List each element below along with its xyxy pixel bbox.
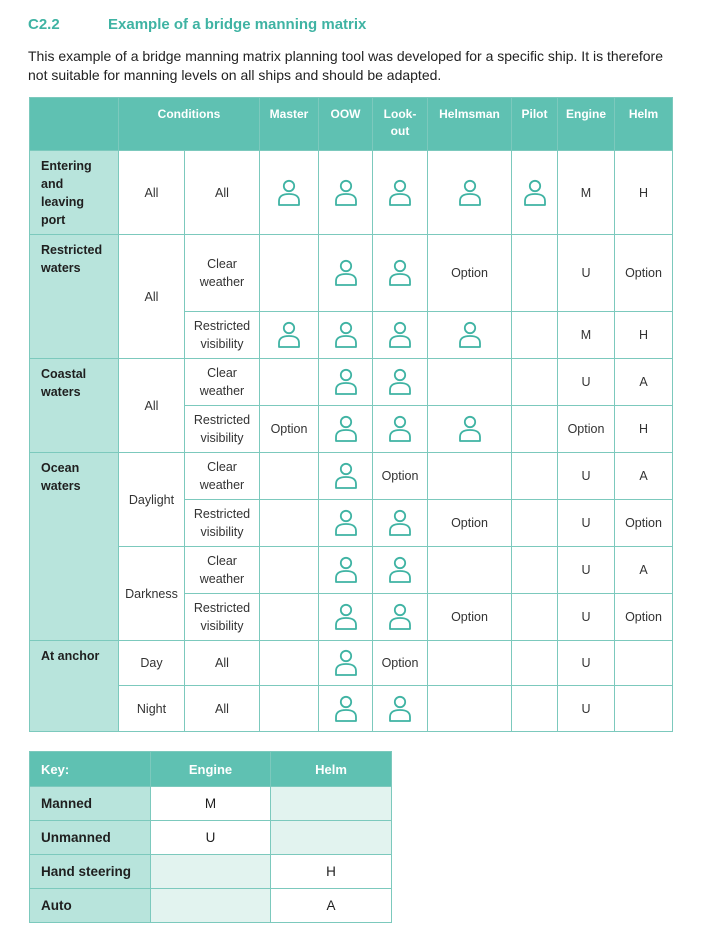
bridge-manning-matrix [29,97,673,732]
person-cell [373,235,428,312]
header-lookout: Look- out [373,98,428,151]
key-row-label: Hand steering [30,855,151,889]
person-icon [388,368,412,396]
group-entering-port: Entering and leaving port [30,151,119,235]
person-cell [319,359,373,406]
person-cell [319,453,373,500]
person-cell [319,151,373,235]
person-icon [334,179,358,207]
helmsman-value: Option [428,594,512,641]
key-helm-value [271,821,392,855]
empty-cell [615,641,673,686]
person-icon [334,259,358,287]
helm-value: A [615,453,673,500]
condition: Clear weather [185,547,260,594]
person-cell [373,500,428,547]
helm-value: Option [615,594,673,641]
key-header-label: Key: [30,752,151,787]
empty-cell [512,641,558,686]
person-icon [388,509,412,537]
header-engine: Engine [558,98,615,151]
person-icon [334,556,358,584]
engine-value: Option [558,406,615,453]
empty-cell [260,235,319,312]
engine-value: U [558,500,615,547]
helm-value: H [615,151,673,235]
person-icon [388,695,412,723]
group-at-anchor: At anchor [30,641,119,732]
header-blank [30,98,119,151]
person-icon [277,321,301,349]
person-icon [334,321,358,349]
person-cell [512,151,558,235]
person-cell [260,151,319,235]
key-row-label: Manned [30,787,151,821]
person-icon [388,556,412,584]
header-helm: Helm [615,98,673,151]
condition: Clear weather [185,235,260,312]
helm-value: H [615,312,673,359]
lookout-value: Option [373,641,428,686]
empty-cell [512,235,558,312]
key-engine-value: U [151,821,271,855]
condition: Restricted visibility [185,312,260,359]
engine-value: U [558,641,615,686]
sub-condition: All [119,359,185,453]
person-cell [319,500,373,547]
sub-condition: Darkness [119,547,185,641]
sub-condition: Day [119,641,185,686]
engine-value: U [558,594,615,641]
header-pilot: Pilot [512,98,558,151]
helmsman-value: Option [428,500,512,547]
empty-cell [428,453,512,500]
person-cell [319,406,373,453]
condition: Clear weather [185,453,260,500]
empty-cell [260,453,319,500]
condition: Restricted visibility [185,406,260,453]
sub-condition: Daylight [119,453,185,547]
helmsman-value: Option [428,235,512,312]
section-number: C2.2 [28,16,60,33]
person-icon [334,462,358,490]
empty-cell [260,686,319,732]
sub-condition: Night [119,686,185,732]
intro-paragraph: This example of a bridge manning matrix planning tool was developed for a specific ship. It is therefore not suitable for manning levels on all ships and should be adapted. [28,48,664,83]
person-cell [319,547,373,594]
group-restricted-waters: Restricted waters [30,235,119,359]
person-icon [388,179,412,207]
person-icon [388,415,412,443]
engine-value: M [558,151,615,235]
person-icon [334,649,358,677]
person-cell [428,151,512,235]
condition: All [185,151,260,235]
empty-cell [512,500,558,547]
person-cell [319,235,373,312]
engine-value: U [558,359,615,406]
empty-cell [260,547,319,594]
engine-value: U [558,547,615,594]
header-oow: OOW [319,98,373,151]
header-helmsman: Helmsman [428,98,512,151]
person-icon [334,695,358,723]
empty-cell [512,453,558,500]
engine-value: M [558,312,615,359]
header-master: Master [260,98,319,151]
key-header-helm: Helm [271,752,392,787]
empty-cell [260,641,319,686]
helm-value: A [615,547,673,594]
person-cell [319,686,373,732]
engine-value: U [558,453,615,500]
empty-cell [615,686,673,732]
condition: Restricted visibility [185,500,260,547]
person-icon [334,415,358,443]
person-icon [334,509,358,537]
person-cell [373,406,428,453]
key-engine-value: M [151,787,271,821]
person-icon [277,179,301,207]
empty-cell [260,500,319,547]
key-row-label: Auto [30,889,151,923]
person-icon [334,603,358,631]
group-ocean-waters: Ocean waters [30,453,119,641]
person-cell [319,594,373,641]
key-helm-value [271,787,392,821]
person-cell [373,312,428,359]
person-cell [428,312,512,359]
empty-cell [512,359,558,406]
helm-value: H [615,406,673,453]
lookout-value: Option [373,453,428,500]
condition: All [185,686,260,732]
sub-condition: All [119,151,185,235]
key-row-label: Unmanned [30,821,151,855]
key-helm-value: A [271,889,392,923]
empty-cell [260,359,319,406]
key-helm-value: H [271,855,392,889]
person-cell [373,686,428,732]
person-icon [458,321,482,349]
header-conditions: Conditions [119,98,260,151]
condition: Clear weather [185,359,260,406]
person-icon [334,368,358,396]
section-heading [28,16,366,33]
engine-value: U [558,686,615,732]
group-coastal-waters: Coastal waters [30,359,119,453]
empty-cell [428,547,512,594]
sub-condition: All [119,235,185,359]
person-icon [388,321,412,349]
person-icon [458,415,482,443]
person-cell [319,641,373,686]
key-engine-value [151,855,271,889]
empty-cell [428,686,512,732]
person-cell [373,359,428,406]
empty-cell [512,547,558,594]
key-header-engine: Engine [151,752,271,787]
person-cell [319,312,373,359]
helm-value: Option [615,235,673,312]
condition: Restricted visibility [185,594,260,641]
helm-value: A [615,359,673,406]
person-icon [458,179,482,207]
person-cell [373,547,428,594]
section-title: Example of a bridge manning matrix [108,16,367,33]
person-icon [523,179,547,207]
person-icon [388,259,412,287]
empty-cell [512,406,558,453]
engine-value: U [558,235,615,312]
empty-cell [512,594,558,641]
person-cell [428,406,512,453]
empty-cell [512,312,558,359]
empty-cell [512,686,558,732]
empty-cell [428,641,512,686]
person-cell [373,594,428,641]
person-cell [373,151,428,235]
master-value: Option [260,406,319,453]
person-icon [388,603,412,631]
empty-cell [428,359,512,406]
condition: All [185,641,260,686]
key-engine-value [151,889,271,923]
empty-cell [260,594,319,641]
helm-value: Option [615,500,673,547]
person-cell [260,312,319,359]
key-table [29,751,392,923]
